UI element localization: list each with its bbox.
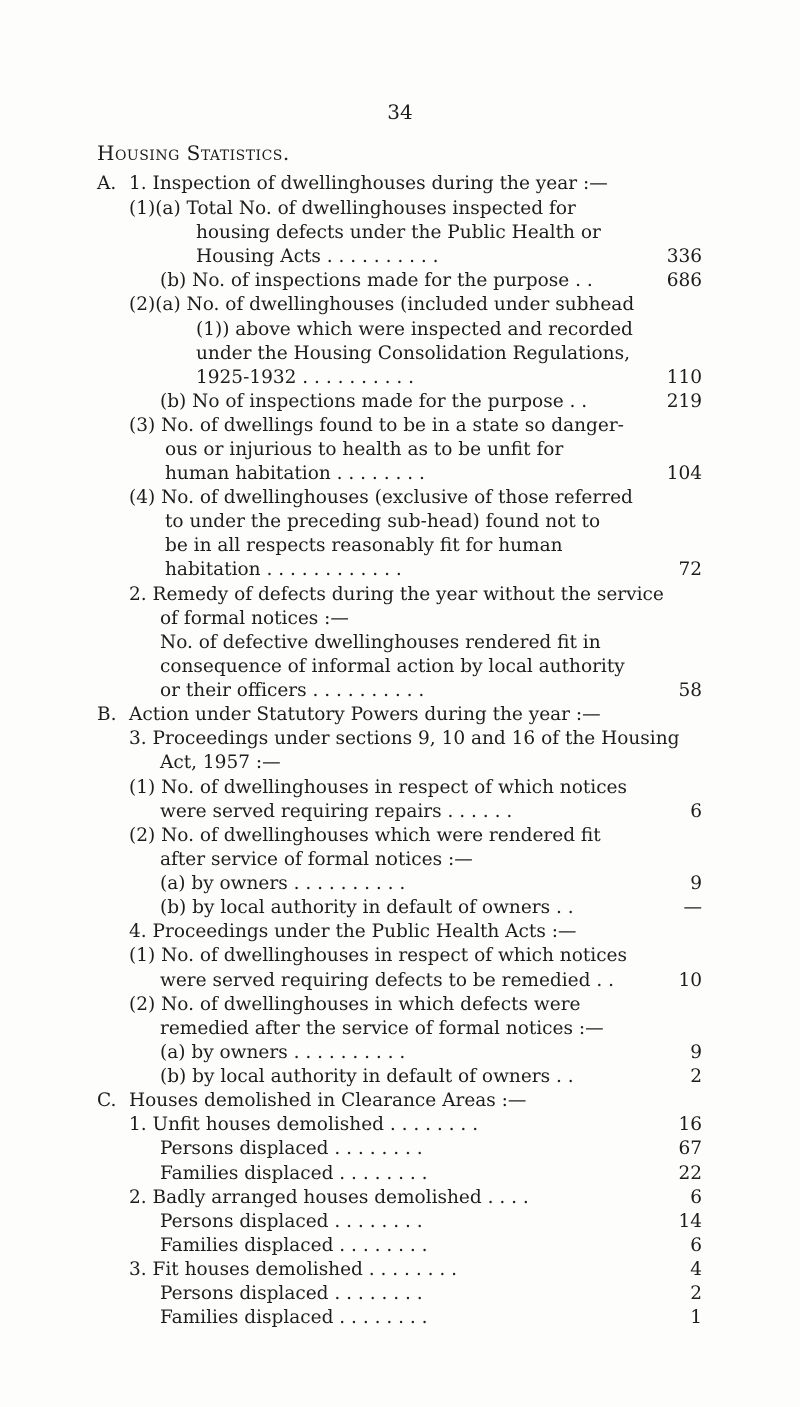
value-cell: 14	[678, 1211, 702, 1232]
text-line: housing defects under the Public Health or	[196, 222, 601, 243]
text-line: 3. Proceedings under sections 9, 10 and 16 of the Housing	[129, 728, 680, 749]
text-line: Houses demolished in Clearance Areas :—	[129, 1090, 527, 1111]
text-line: Act, 1957 :—	[160, 752, 281, 773]
text-line: 2. Badly arranged houses demolished . . . .	[129, 1187, 529, 1208]
text-line: habitation . . . . . . . . . . . .	[165, 559, 402, 580]
value-cell: 72	[678, 559, 702, 580]
value-cell: 6	[690, 1187, 702, 1208]
section-letter-a: A.	[97, 173, 117, 194]
value-cell: 104	[666, 463, 702, 484]
text-line: were served requiring repairs . . . . . .	[160, 801, 513, 822]
page-number: 34	[387, 100, 413, 124]
text-line: (b) by local authority in default of owners . .	[160, 1066, 574, 1087]
text-line: after service of formal notices :—	[160, 849, 473, 870]
text-line: Housing Acts . . . . . . . . . .	[196, 246, 439, 267]
text-line: under the Housing Consolidation Regulations,	[196, 343, 630, 364]
text-line: (3) No. of dwellings found to be in a state so danger-	[129, 415, 624, 436]
value-cell: 2	[690, 1066, 702, 1087]
text-line: (a) by owners . . . . . . . . . .	[160, 873, 406, 894]
section-title: Housing Statistics.	[97, 141, 290, 165]
text-line: 1. Inspection of dwellinghouses during the year :—	[129, 173, 608, 194]
text-line: Families displaced . . . . . . . .	[160, 1307, 428, 1328]
value-cell: 6	[690, 1235, 702, 1256]
text-line: (1) No. of dwellinghouses in respect of which notices	[129, 777, 627, 798]
text-line: Persons displaced . . . . . . . .	[160, 1283, 423, 1304]
text-line: remedied after the service of formal notices :—	[160, 1018, 604, 1039]
text-line: Persons displaced . . . . . . . .	[160, 1138, 423, 1159]
text-line: Families displaced . . . . . . . .	[160, 1163, 428, 1184]
text-line: (b) by local authority in default of owners . .	[160, 897, 574, 918]
section-letter-c: C.	[97, 1090, 117, 1111]
text-line: 3. Fit houses demolished . . . . . . . .	[129, 1259, 457, 1280]
text-line: (b) No. of inspections made for the purpose . .	[160, 270, 593, 291]
text-line: (4) No. of dwellinghouses (exclusive of those referred	[129, 487, 633, 508]
text-line: (a) by owners . . . . . . . . . .	[160, 1042, 406, 1063]
text-line: (1)) above which were inspected and recorded	[196, 319, 633, 340]
text-line: (1)(a) Total No. of dwellinghouses inspected for	[129, 198, 576, 219]
value-cell: 22	[678, 1163, 702, 1184]
text-line: human habitation . . . . . . . .	[165, 463, 425, 484]
text-line: ous or injurious to health as to be unfit for	[165, 439, 564, 460]
text-line: be in all respects reasonably fit for human	[165, 535, 563, 556]
text-line: (b) No of inspections made for the purpose . .	[160, 391, 588, 412]
text-line: to under the preceding sub-head) found not to	[165, 511, 601, 532]
value-cell: 10	[678, 970, 702, 991]
value-cell: 4	[690, 1259, 702, 1280]
text-line: 1. Unfit houses demolished . . . . . . . .	[129, 1114, 479, 1135]
text-line: No. of defective dwellinghouses rendered fit in	[160, 632, 601, 653]
text-line: or their officers . . . . . . . . . .	[160, 680, 425, 701]
text-line: of formal notices :—	[160, 608, 349, 629]
value-cell: 110	[666, 367, 702, 388]
text-line: Action under Statutory Powers during the year :—	[129, 704, 601, 725]
text-line: 1925-1932 . . . . . . . . . .	[196, 367, 415, 388]
text-line: Families displaced . . . . . . . .	[160, 1235, 428, 1256]
text-line: 2. Remedy of defects during the year without the service	[129, 584, 664, 605]
value-cell: 9	[690, 1042, 702, 1063]
text-line: (2) No. of dwellinghouses which were rendered fit	[129, 825, 601, 846]
value-cell: 58	[678, 680, 702, 701]
text-line: 4. Proceedings under the Public Health Acts :—	[129, 921, 577, 942]
value-cell: 1	[690, 1307, 702, 1328]
value-cell: 9	[690, 873, 702, 894]
value-cell: 2	[690, 1283, 702, 1304]
value-cell: 336	[666, 246, 702, 267]
value-cell: 686	[666, 270, 702, 291]
text-line: (2)(a) No. of dwellinghouses (included under subhead	[129, 294, 635, 315]
value-cell: —	[683, 897, 702, 918]
text-line: (1) No. of dwellinghouses in respect of which notices	[129, 945, 627, 966]
value-cell: 219	[666, 391, 702, 412]
text-line: consequence of informal action by local authority	[160, 656, 625, 677]
value-cell: 6	[690, 801, 702, 822]
section-letter-b: B.	[97, 704, 117, 725]
value-cell: 67	[678, 1138, 702, 1159]
value-cell: 16	[678, 1114, 702, 1135]
text-line: were served requiring defects to be remedied . .	[160, 970, 614, 991]
text-line: Persons displaced . . . . . . . .	[160, 1211, 423, 1232]
text-line: (2) No. of dwellinghouses in which defects were	[129, 994, 581, 1015]
